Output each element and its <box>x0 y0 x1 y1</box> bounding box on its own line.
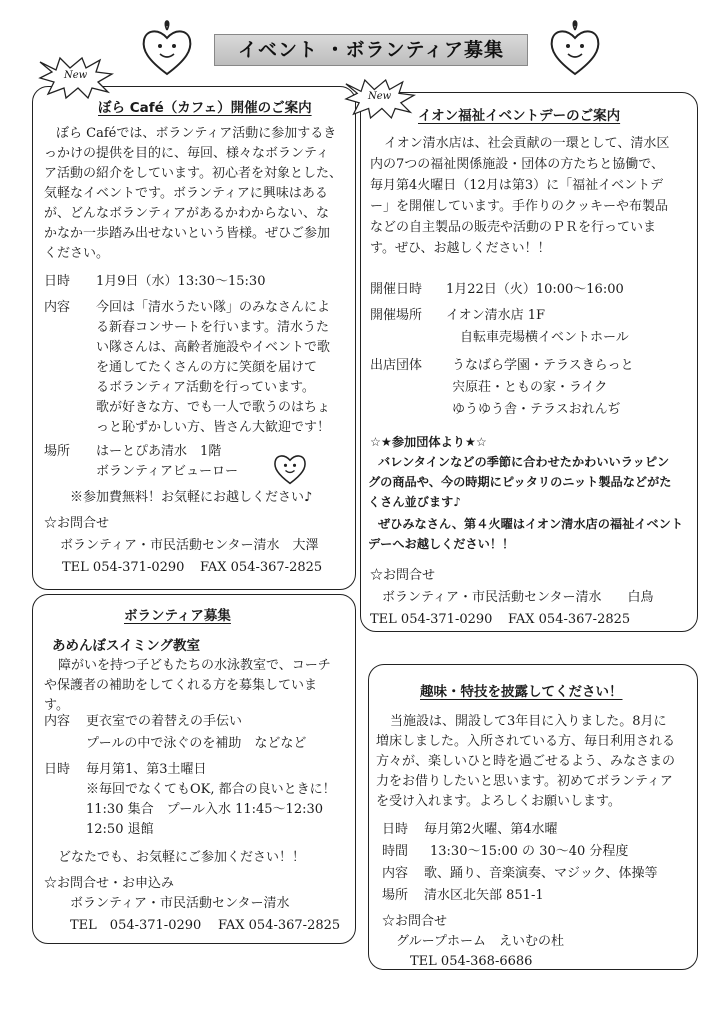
cafe-contact-org: ボランティア・市民活動センター清水 大澤 <box>60 538 319 553</box>
aeon-place-label: 開催場所 <box>370 308 423 323</box>
aeon-contact-org: ボランティア・市民活動センター清水 白鳥 <box>382 590 654 605</box>
volunteer-fax: FAX 054-367-2825 <box>218 918 341 933</box>
cafe-date-value: 1月9日（水）13:30〜15:30 <box>96 274 266 289</box>
hobby-date-label: 日時 <box>382 822 409 837</box>
volunteer-date-label: 日時 <box>44 762 71 777</box>
volunteer-content-line: 更衣室での着替えの手伝い <box>86 714 243 729</box>
volunteer-subtitle: あめんぼスイミング教室 <box>52 638 200 654</box>
hobby-content-label: 内容 <box>382 866 409 881</box>
cafe-contact-label: ☆お問合せ <box>44 516 110 531</box>
volunteer-content-line: プールの中で泳ぐのを補助 などなど <box>86 736 307 751</box>
cafe-date-label: 日時 <box>44 274 71 289</box>
new-badge: New <box>344 78 416 120</box>
aeon-date-value: 1月22日（火）10:00〜16:00 <box>446 282 624 297</box>
volunteer-date-line: 毎月第1、第3土曜日 <box>86 762 207 777</box>
hobby-contact-org: グループホーム えいむの杜 <box>396 934 564 949</box>
aeon-place-line: 自転車売場横イベントホール <box>460 330 629 345</box>
volunteer-contact-org: ボランティア・市民活動センター清水 <box>70 896 290 911</box>
hobby-content-value: 歌、踊り、音楽演奏、マジック、体操等 <box>424 866 658 881</box>
hobby-place-label: 場所 <box>382 888 409 903</box>
volunteer-date-line: ※毎回でなくてもOK, 都合の良いときに！ <box>86 782 336 797</box>
aeon-title: イオン福祉イベントデーのご案内 <box>418 108 621 124</box>
aeon-fax: FAX 054-367-2825 <box>508 612 631 627</box>
new-badge: New <box>38 56 114 100</box>
hobby-date-value: 毎月第2火曜、第4水曜 <box>424 822 558 837</box>
volunteer-date-line: 12:50 退館 <box>86 822 154 837</box>
heart-mascot-icon <box>140 16 194 78</box>
aeon-groups-label: 出店団体 <box>370 358 423 373</box>
cafe-content-label: 内容 <box>44 300 71 315</box>
aeon-place-line: イオン清水店 1F <box>446 308 546 323</box>
cafe-place-line: はーとぴあ清水 1階 <box>96 444 222 459</box>
volunteer-invite: どなたでも、お気軽にご参加ください！！ <box>58 850 306 865</box>
volunteer-contact-label: ☆お問合せ・お申込み <box>44 876 175 891</box>
hobby-contact-label: ☆お問合せ <box>382 914 448 929</box>
hobby-tel: TEL 054-368-6686 <box>410 954 533 969</box>
volunteer-date-line: 11:30 集合 プール入水 11:45〜12:30 <box>86 802 324 817</box>
heart-mascot-icon <box>270 446 310 486</box>
cafe-tel: TEL 054-371-0290 <box>62 560 185 575</box>
aeon-group-line: 宍原荘・ともの家・ライク <box>452 380 608 395</box>
cafe-free-note: ※参加費無料！お気軽にお越しください♪ <box>70 490 313 505</box>
heart-mascot-icon <box>548 16 602 78</box>
hobby-time-value: 13:30〜15:00 の 30〜40 分程度 <box>430 844 629 859</box>
aeon-group-line: ゆうゆう舎・テラスおれんぢ <box>452 402 621 417</box>
aeon-voice-heading: ☆★参加団体より★☆ <box>370 435 487 449</box>
cafe-title: ぼら Café（カフェ）開催のご案内 <box>98 100 312 116</box>
hobby-title: 趣味・特技を披露してください！ <box>420 684 623 700</box>
volunteer-tel: TEL 054-371-0290 <box>70 918 202 933</box>
cafe-place-label: 場所 <box>44 444 71 459</box>
aeon-tel: TEL 054-371-0290 <box>370 612 493 627</box>
cafe-fax: FAX 054-367-2825 <box>200 560 323 575</box>
aeon-group-line: うなばら学園・テラスきらっと <box>452 358 634 373</box>
page-title: イベント ・ボランティア募集 <box>214 34 528 66</box>
hobby-place-value: 清水区北矢部 851-1 <box>424 888 544 903</box>
aeon-contact-label: ☆お問合せ <box>370 568 436 583</box>
volunteer-content-label: 内容 <box>44 714 71 729</box>
volunteer-title: ボランティア募集 <box>124 608 231 624</box>
hobby-time-label: 時間 <box>382 844 409 859</box>
cafe-place-line: ボランティアビューロー <box>96 464 238 479</box>
aeon-date-label: 開催日時 <box>370 282 423 297</box>
